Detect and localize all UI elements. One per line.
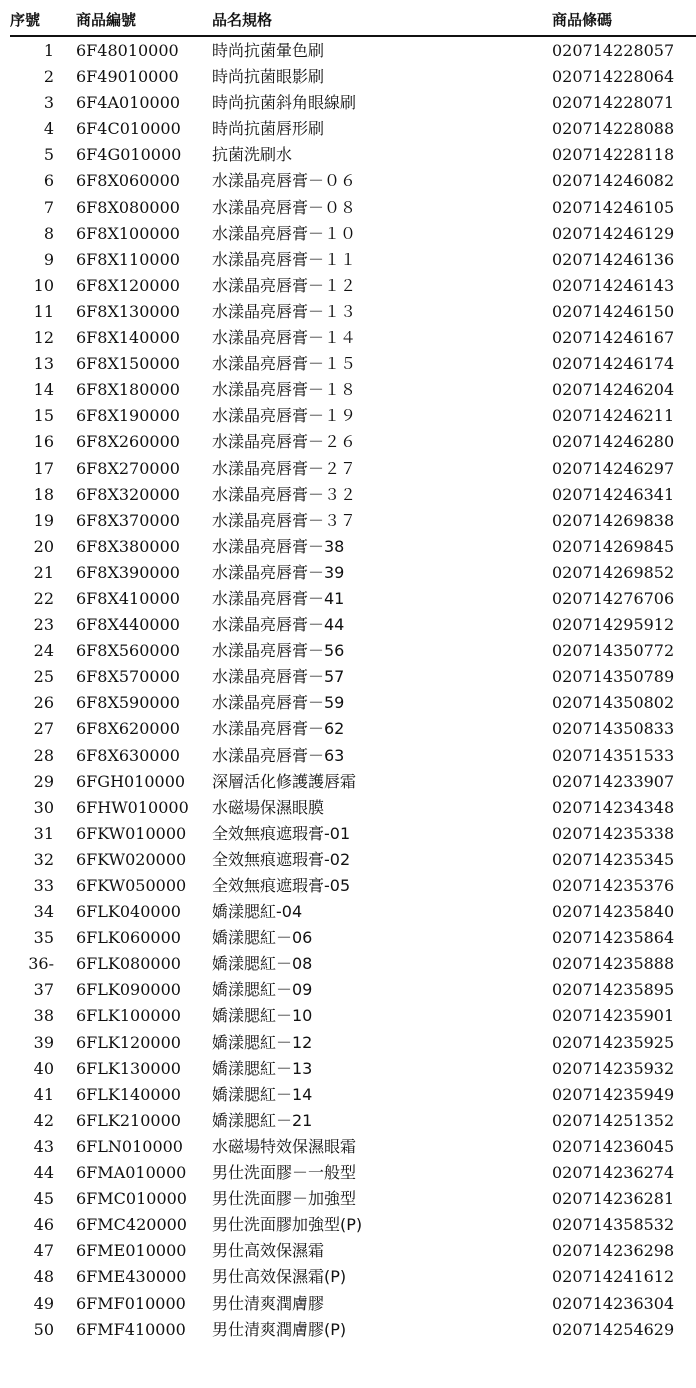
row-number: 40 bbox=[33, 1058, 54, 1078]
row-number: 13 bbox=[33, 354, 54, 374]
row-number: 11 bbox=[33, 301, 54, 321]
product-barcode: 020714358532 bbox=[552, 1215, 675, 1235]
row-number: 28 bbox=[33, 745, 54, 765]
product-code: 6F8X590000 bbox=[76, 693, 180, 713]
table-row bbox=[0, 1264, 696, 1290]
row-number: 6 bbox=[43, 171, 54, 191]
product-barcode: 020714228088 bbox=[552, 119, 675, 139]
product-code: 6FHW010000 bbox=[76, 797, 189, 817]
header-no: 序號 bbox=[10, 11, 41, 29]
table-row bbox=[0, 899, 696, 925]
product-code: 6F8X190000 bbox=[76, 406, 180, 426]
table-row bbox=[0, 769, 696, 795]
table-row bbox=[0, 64, 696, 90]
product-barcode: 020714246341 bbox=[552, 484, 675, 504]
product-name: 水漾晶亮唇膏－44 bbox=[212, 615, 345, 635]
row-number: 25 bbox=[33, 667, 54, 687]
product-code: 6FMA010000 bbox=[76, 1163, 187, 1183]
product-name: 時尚抗菌暈色刷 bbox=[212, 41, 325, 60]
product-code: 6FLK120000 bbox=[76, 1032, 181, 1052]
table-row bbox=[0, 1238, 696, 1264]
product-barcode: 020714235949 bbox=[552, 1084, 675, 1104]
row-number: 39 bbox=[33, 1032, 54, 1052]
product-barcode: 020714246105 bbox=[552, 197, 675, 217]
product-barcode: 020714236298 bbox=[552, 1241, 675, 1261]
product-name: 水漾晶亮唇膏－３２ bbox=[212, 484, 357, 504]
product-name: 時尚抗菌眼影刷 bbox=[212, 67, 325, 87]
product-barcode: 020714246204 bbox=[552, 380, 675, 400]
product-barcode: 020714246280 bbox=[552, 432, 675, 452]
product-name: 水漾晶亮唇膏－39 bbox=[212, 562, 345, 582]
product-barcode: 020714246136 bbox=[552, 249, 675, 269]
row-number: 3 bbox=[43, 93, 54, 113]
product-name: 水漾晶亮唇膏－１８ bbox=[212, 380, 357, 400]
product-name: 全效無痕遮瑕膏-05 bbox=[212, 876, 351, 895]
product-barcode: 020714236045 bbox=[552, 1136, 675, 1156]
product-barcode: 020714228064 bbox=[552, 67, 675, 87]
product-name: 男仕高效保濕霜 bbox=[212, 1241, 325, 1261]
product-barcode: 020714246211 bbox=[552, 406, 675, 426]
row-number: 5 bbox=[43, 145, 54, 165]
product-code: 6FLK090000 bbox=[76, 980, 181, 1000]
table-row bbox=[0, 795, 696, 821]
product-barcode: 020714351533 bbox=[552, 745, 675, 765]
product-code: 6FLK040000 bbox=[76, 902, 181, 922]
table-row bbox=[0, 1186, 696, 1212]
row-number: 38 bbox=[33, 1006, 54, 1026]
product-code: 6F8X080000 bbox=[76, 197, 180, 217]
product-name: 水漾晶亮唇膏－56 bbox=[212, 641, 345, 661]
table-row bbox=[0, 664, 696, 690]
table-row bbox=[0, 221, 696, 247]
product-barcode: 020714235901 bbox=[552, 1006, 675, 1026]
product-code: 6F4A010000 bbox=[76, 93, 181, 113]
row-number: 8 bbox=[43, 223, 54, 243]
product-code: 6F8X370000 bbox=[76, 510, 180, 530]
product-code: 6F8X320000 bbox=[76, 484, 180, 504]
table-row bbox=[0, 1134, 696, 1160]
product-barcode: 020714350772 bbox=[552, 641, 675, 661]
table-row bbox=[0, 142, 696, 168]
product-name: 嬌漾腮紅－12 bbox=[212, 1032, 313, 1052]
table-row bbox=[0, 456, 696, 482]
product-barcode: 020714350802 bbox=[552, 693, 675, 713]
row-number: 14 bbox=[33, 380, 54, 400]
table-row bbox=[0, 638, 696, 664]
product-name: 男仕洗面膠加強型(P) bbox=[212, 1215, 363, 1235]
table-row bbox=[0, 951, 696, 977]
product-name: 嬌漾腮紅－14 bbox=[212, 1084, 313, 1104]
product-name: 男仕洗面膠－一般型 bbox=[212, 1163, 357, 1183]
product-code: 6FKW010000 bbox=[76, 823, 187, 843]
product-code: 6F8X410000 bbox=[76, 588, 180, 608]
row-number: 49 bbox=[33, 1293, 54, 1313]
row-number: 4 bbox=[43, 119, 54, 139]
table-row bbox=[0, 1108, 696, 1134]
product-barcode: 020714350833 bbox=[552, 719, 675, 739]
product-name: 抗菌洗刷水 bbox=[212, 145, 293, 165]
row-number: 18 bbox=[33, 484, 54, 504]
row-number: 47 bbox=[33, 1241, 54, 1261]
product-code: 6F8X150000 bbox=[76, 354, 180, 374]
product-code: 6F8X440000 bbox=[76, 615, 180, 635]
product-name: 水磁場保濕眼膜 bbox=[212, 797, 325, 817]
product-barcode: 020714254629 bbox=[552, 1319, 675, 1339]
product-code: 6FLK130000 bbox=[76, 1058, 181, 1078]
product-code: 6F8X140000 bbox=[76, 328, 180, 348]
row-number: 23 bbox=[33, 615, 54, 635]
table-row bbox=[0, 690, 696, 716]
table-row bbox=[0, 351, 696, 377]
table-row bbox=[0, 1003, 696, 1029]
row-number: 21 bbox=[33, 562, 54, 582]
product-code: 6FKW020000 bbox=[76, 849, 187, 869]
product-barcode: 020714233907 bbox=[552, 771, 675, 791]
product-barcode: 020714228118 bbox=[552, 145, 675, 165]
product-code: 6F8X270000 bbox=[76, 458, 180, 478]
row-number: 33 bbox=[33, 876, 54, 895]
product-code: 6F48010000 bbox=[76, 41, 179, 60]
product-barcode: 020714246167 bbox=[552, 328, 675, 348]
table-row bbox=[0, 560, 696, 586]
row-number: 45 bbox=[33, 1189, 54, 1209]
product-name: 嬌漾腮紅－08 bbox=[212, 954, 313, 974]
table-row bbox=[0, 116, 696, 142]
row-number: 17 bbox=[33, 458, 54, 478]
product-name: 水漾晶亮唇膏－０６ bbox=[212, 171, 357, 191]
row-number: 35 bbox=[33, 928, 54, 948]
product-barcode: 020714235925 bbox=[552, 1032, 675, 1052]
product-barcode: 020714228057 bbox=[552, 41, 675, 60]
product-name: 水漾晶亮唇膏－３７ bbox=[212, 510, 357, 530]
product-barcode: 020714235840 bbox=[552, 902, 675, 922]
table-row bbox=[0, 534, 696, 560]
table-row bbox=[0, 1212, 696, 1238]
header-code: 商品編號 bbox=[76, 11, 137, 29]
product-code: 6FLK140000 bbox=[76, 1084, 181, 1104]
row-number: 34 bbox=[33, 902, 54, 922]
row-number: 37 bbox=[33, 980, 54, 1000]
product-code: 6F8X120000 bbox=[76, 275, 180, 295]
product-name: 嬌漾腮紅-04 bbox=[212, 902, 303, 922]
product-code: 6F8X630000 bbox=[76, 745, 180, 765]
header-rule bbox=[10, 35, 696, 37]
product-code: 6F8X130000 bbox=[76, 301, 180, 321]
row-number: 48 bbox=[33, 1267, 54, 1287]
header-barcode: 商品條碼 bbox=[552, 11, 613, 29]
row-number: 19 bbox=[33, 510, 54, 530]
row-number: 36- bbox=[28, 954, 54, 974]
product-barcode: 020714235376 bbox=[552, 876, 675, 895]
row-number: 7 bbox=[43, 197, 54, 217]
product-barcode: 020714235932 bbox=[552, 1058, 675, 1078]
table-row bbox=[0, 429, 696, 455]
product-barcode: 020714234348 bbox=[552, 797, 675, 817]
product-name: 水漾晶亮唇膏－２６ bbox=[212, 432, 357, 452]
table-row bbox=[0, 873, 696, 899]
table-row bbox=[0, 38, 696, 64]
product-name: 水漾晶亮唇膏－１５ bbox=[212, 354, 357, 374]
row-number: 31 bbox=[33, 823, 54, 843]
row-number: 30 bbox=[33, 797, 54, 817]
product-name: 水磁場特效保濕眼霜 bbox=[212, 1136, 357, 1156]
product-code: 6F8X390000 bbox=[76, 562, 180, 582]
product-code: 6FMC010000 bbox=[76, 1189, 187, 1209]
product-name: 嬌漾腮紅－06 bbox=[212, 928, 313, 948]
header-name: 品名規格 bbox=[212, 11, 273, 29]
row-number: 42 bbox=[33, 1110, 54, 1130]
product-barcode: 020714235888 bbox=[552, 954, 675, 974]
row-number: 2 bbox=[43, 67, 54, 87]
product-barcode: 020714235864 bbox=[552, 928, 675, 948]
product-barcode: 020714235345 bbox=[552, 849, 675, 869]
table-row bbox=[0, 325, 696, 351]
product-code: 6F8X620000 bbox=[76, 719, 180, 739]
table-row bbox=[0, 403, 696, 429]
table-row bbox=[0, 586, 696, 612]
product-name: 男仕清爽潤膚膠(P) bbox=[212, 1319, 347, 1339]
row-number: 43 bbox=[33, 1136, 54, 1156]
product-code: 6FLK100000 bbox=[76, 1006, 181, 1026]
table-row bbox=[0, 1030, 696, 1056]
product-code: 6FME430000 bbox=[76, 1267, 187, 1287]
product-barcode: 020714241612 bbox=[552, 1267, 675, 1287]
table-row bbox=[0, 743, 696, 769]
table-row bbox=[0, 925, 696, 951]
product-code: 6FMC420000 bbox=[76, 1215, 187, 1235]
product-barcode: 020714246129 bbox=[552, 223, 675, 243]
table-row bbox=[0, 247, 696, 273]
product-code: 6F8X100000 bbox=[76, 223, 180, 243]
row-number: 27 bbox=[33, 719, 54, 739]
table-row bbox=[0, 1317, 696, 1343]
product-name: 嬌漾腮紅－10 bbox=[212, 1006, 313, 1026]
product-code: 6F8X380000 bbox=[76, 536, 180, 556]
product-name: 嬌漾腮紅－13 bbox=[212, 1058, 313, 1078]
product-code: 6F8X570000 bbox=[76, 667, 180, 687]
row-number: 15 bbox=[33, 406, 54, 426]
product-barcode: 020714246174 bbox=[552, 354, 675, 374]
table-row bbox=[0, 847, 696, 873]
product-name: 嬌漾腮紅－09 bbox=[212, 980, 313, 1000]
table-row bbox=[0, 1160, 696, 1186]
product-name: 水漾晶亮唇膏－57 bbox=[212, 667, 345, 687]
product-name: 水漾晶亮唇膏－１２ bbox=[212, 275, 357, 295]
product-barcode: 020714235338 bbox=[552, 823, 675, 843]
product-name: 水漾晶亮唇膏－41 bbox=[212, 588, 345, 608]
product-barcode: 020714235895 bbox=[552, 980, 675, 1000]
product-code: 6FLK080000 bbox=[76, 954, 181, 974]
product-name: 水漾晶亮唇膏－１９ bbox=[212, 406, 357, 426]
product-name: 水漾晶亮唇膏－２７ bbox=[212, 458, 357, 478]
product-barcode: 020714236274 bbox=[552, 1163, 675, 1183]
table-row bbox=[0, 716, 696, 742]
product-code: 6FME010000 bbox=[76, 1241, 187, 1261]
product-name: 水漾晶亮唇膏－59 bbox=[212, 693, 345, 713]
table-row bbox=[0, 508, 696, 534]
product-barcode: 020714246297 bbox=[552, 458, 675, 478]
product-barcode: 020714295912 bbox=[552, 615, 675, 635]
product-name: 嬌漾腮紅－21 bbox=[212, 1110, 313, 1130]
product-name: 水漾晶亮唇膏－０８ bbox=[212, 197, 357, 217]
product-name: 男仕清爽潤膚膠 bbox=[212, 1293, 325, 1313]
product-name: 水漾晶亮唇膏－１４ bbox=[212, 328, 357, 348]
product-name: 水漾晶亮唇膏－38 bbox=[212, 536, 345, 556]
row-number: 10 bbox=[33, 275, 54, 295]
product-name: 深層活化修護護唇霜 bbox=[212, 771, 357, 791]
table-header bbox=[0, 0, 696, 34]
table-row bbox=[0, 612, 696, 638]
table-row bbox=[0, 821, 696, 847]
product-name: 時尚抗菌斜角眼線刷 bbox=[212, 93, 357, 113]
product-code: 6F8X560000 bbox=[76, 641, 180, 661]
table-row bbox=[0, 90, 696, 116]
product-code: 6F4C010000 bbox=[76, 119, 181, 139]
row-number: 22 bbox=[33, 588, 54, 608]
row-number: 50 bbox=[33, 1319, 54, 1339]
product-name: 水漾晶亮唇膏－62 bbox=[212, 719, 345, 739]
product-barcode: 020714236304 bbox=[552, 1293, 675, 1313]
table-row bbox=[0, 1291, 696, 1317]
product-code: 6FLK210000 bbox=[76, 1110, 181, 1130]
row-number: 29 bbox=[33, 771, 54, 791]
product-barcode: 020714228071 bbox=[552, 93, 675, 113]
product-code: 6F49010000 bbox=[76, 67, 179, 87]
table-row bbox=[0, 377, 696, 403]
product-name: 水漾晶亮唇膏－63 bbox=[212, 745, 345, 765]
product-code: 6F8X110000 bbox=[76, 249, 180, 269]
product-name: 時尚抗菌唇形刷 bbox=[212, 119, 325, 139]
product-barcode: 020714269838 bbox=[552, 510, 675, 530]
table-row bbox=[0, 168, 696, 194]
table-row bbox=[0, 299, 696, 325]
product-code: 6FKW050000 bbox=[76, 876, 187, 895]
product-name: 全效無痕遮瑕膏-01 bbox=[212, 823, 351, 843]
product-barcode: 020714246150 bbox=[552, 301, 675, 321]
product-barcode: 020714246143 bbox=[552, 275, 675, 295]
product-barcode: 020714246082 bbox=[552, 171, 675, 191]
row-number: 12 bbox=[33, 328, 54, 348]
product-name: 男仕洗面膠－加強型 bbox=[212, 1189, 357, 1209]
product-code: 6FMF410000 bbox=[76, 1319, 186, 1339]
product-barcode: 020714350789 bbox=[552, 667, 675, 687]
product-code: 6FLN010000 bbox=[76, 1136, 183, 1156]
product-name: 水漾晶亮唇膏－１１ bbox=[212, 249, 357, 269]
product-code: 6F4G010000 bbox=[76, 145, 182, 165]
row-number: 1 bbox=[43, 41, 54, 60]
table-row bbox=[0, 195, 696, 221]
product-code: 6F8X260000 bbox=[76, 432, 180, 452]
row-number: 44 bbox=[33, 1163, 54, 1183]
product-name: 水漾晶亮唇膏－１３ bbox=[212, 301, 357, 321]
product-name: 男仕高效保濕霜(P) bbox=[212, 1267, 347, 1287]
product-barcode: 020714276706 bbox=[552, 588, 675, 608]
row-number: 20 bbox=[33, 536, 54, 556]
table-row bbox=[0, 482, 696, 508]
row-number: 16 bbox=[33, 432, 54, 452]
product-name: 水漾晶亮唇膏－１０ bbox=[212, 223, 357, 243]
row-number: 46 bbox=[33, 1215, 54, 1235]
row-number: 9 bbox=[43, 249, 54, 269]
product-code: 6F8X180000 bbox=[76, 380, 180, 400]
row-number: 41 bbox=[33, 1084, 54, 1104]
product-barcode: 020714269845 bbox=[552, 536, 675, 556]
product-code: 6FLK060000 bbox=[76, 928, 181, 948]
product-code: 6FGH010000 bbox=[76, 771, 186, 791]
row-number: 24 bbox=[33, 641, 54, 661]
product-name: 全效無痕遮瑕膏-02 bbox=[212, 849, 351, 869]
product-code: 6FMF010000 bbox=[76, 1293, 186, 1313]
product-code: 6F8X060000 bbox=[76, 171, 180, 191]
row-number: 26 bbox=[33, 693, 54, 713]
table-body bbox=[0, 38, 696, 1343]
product-barcode: 020714269852 bbox=[552, 562, 675, 582]
table-row bbox=[0, 1056, 696, 1082]
table-row bbox=[0, 273, 696, 299]
product-barcode: 020714236281 bbox=[552, 1189, 675, 1209]
row-number: 32 bbox=[33, 849, 54, 869]
table-row bbox=[0, 1082, 696, 1108]
product-barcode: 020714251352 bbox=[552, 1110, 675, 1130]
table-row bbox=[0, 977, 696, 1003]
